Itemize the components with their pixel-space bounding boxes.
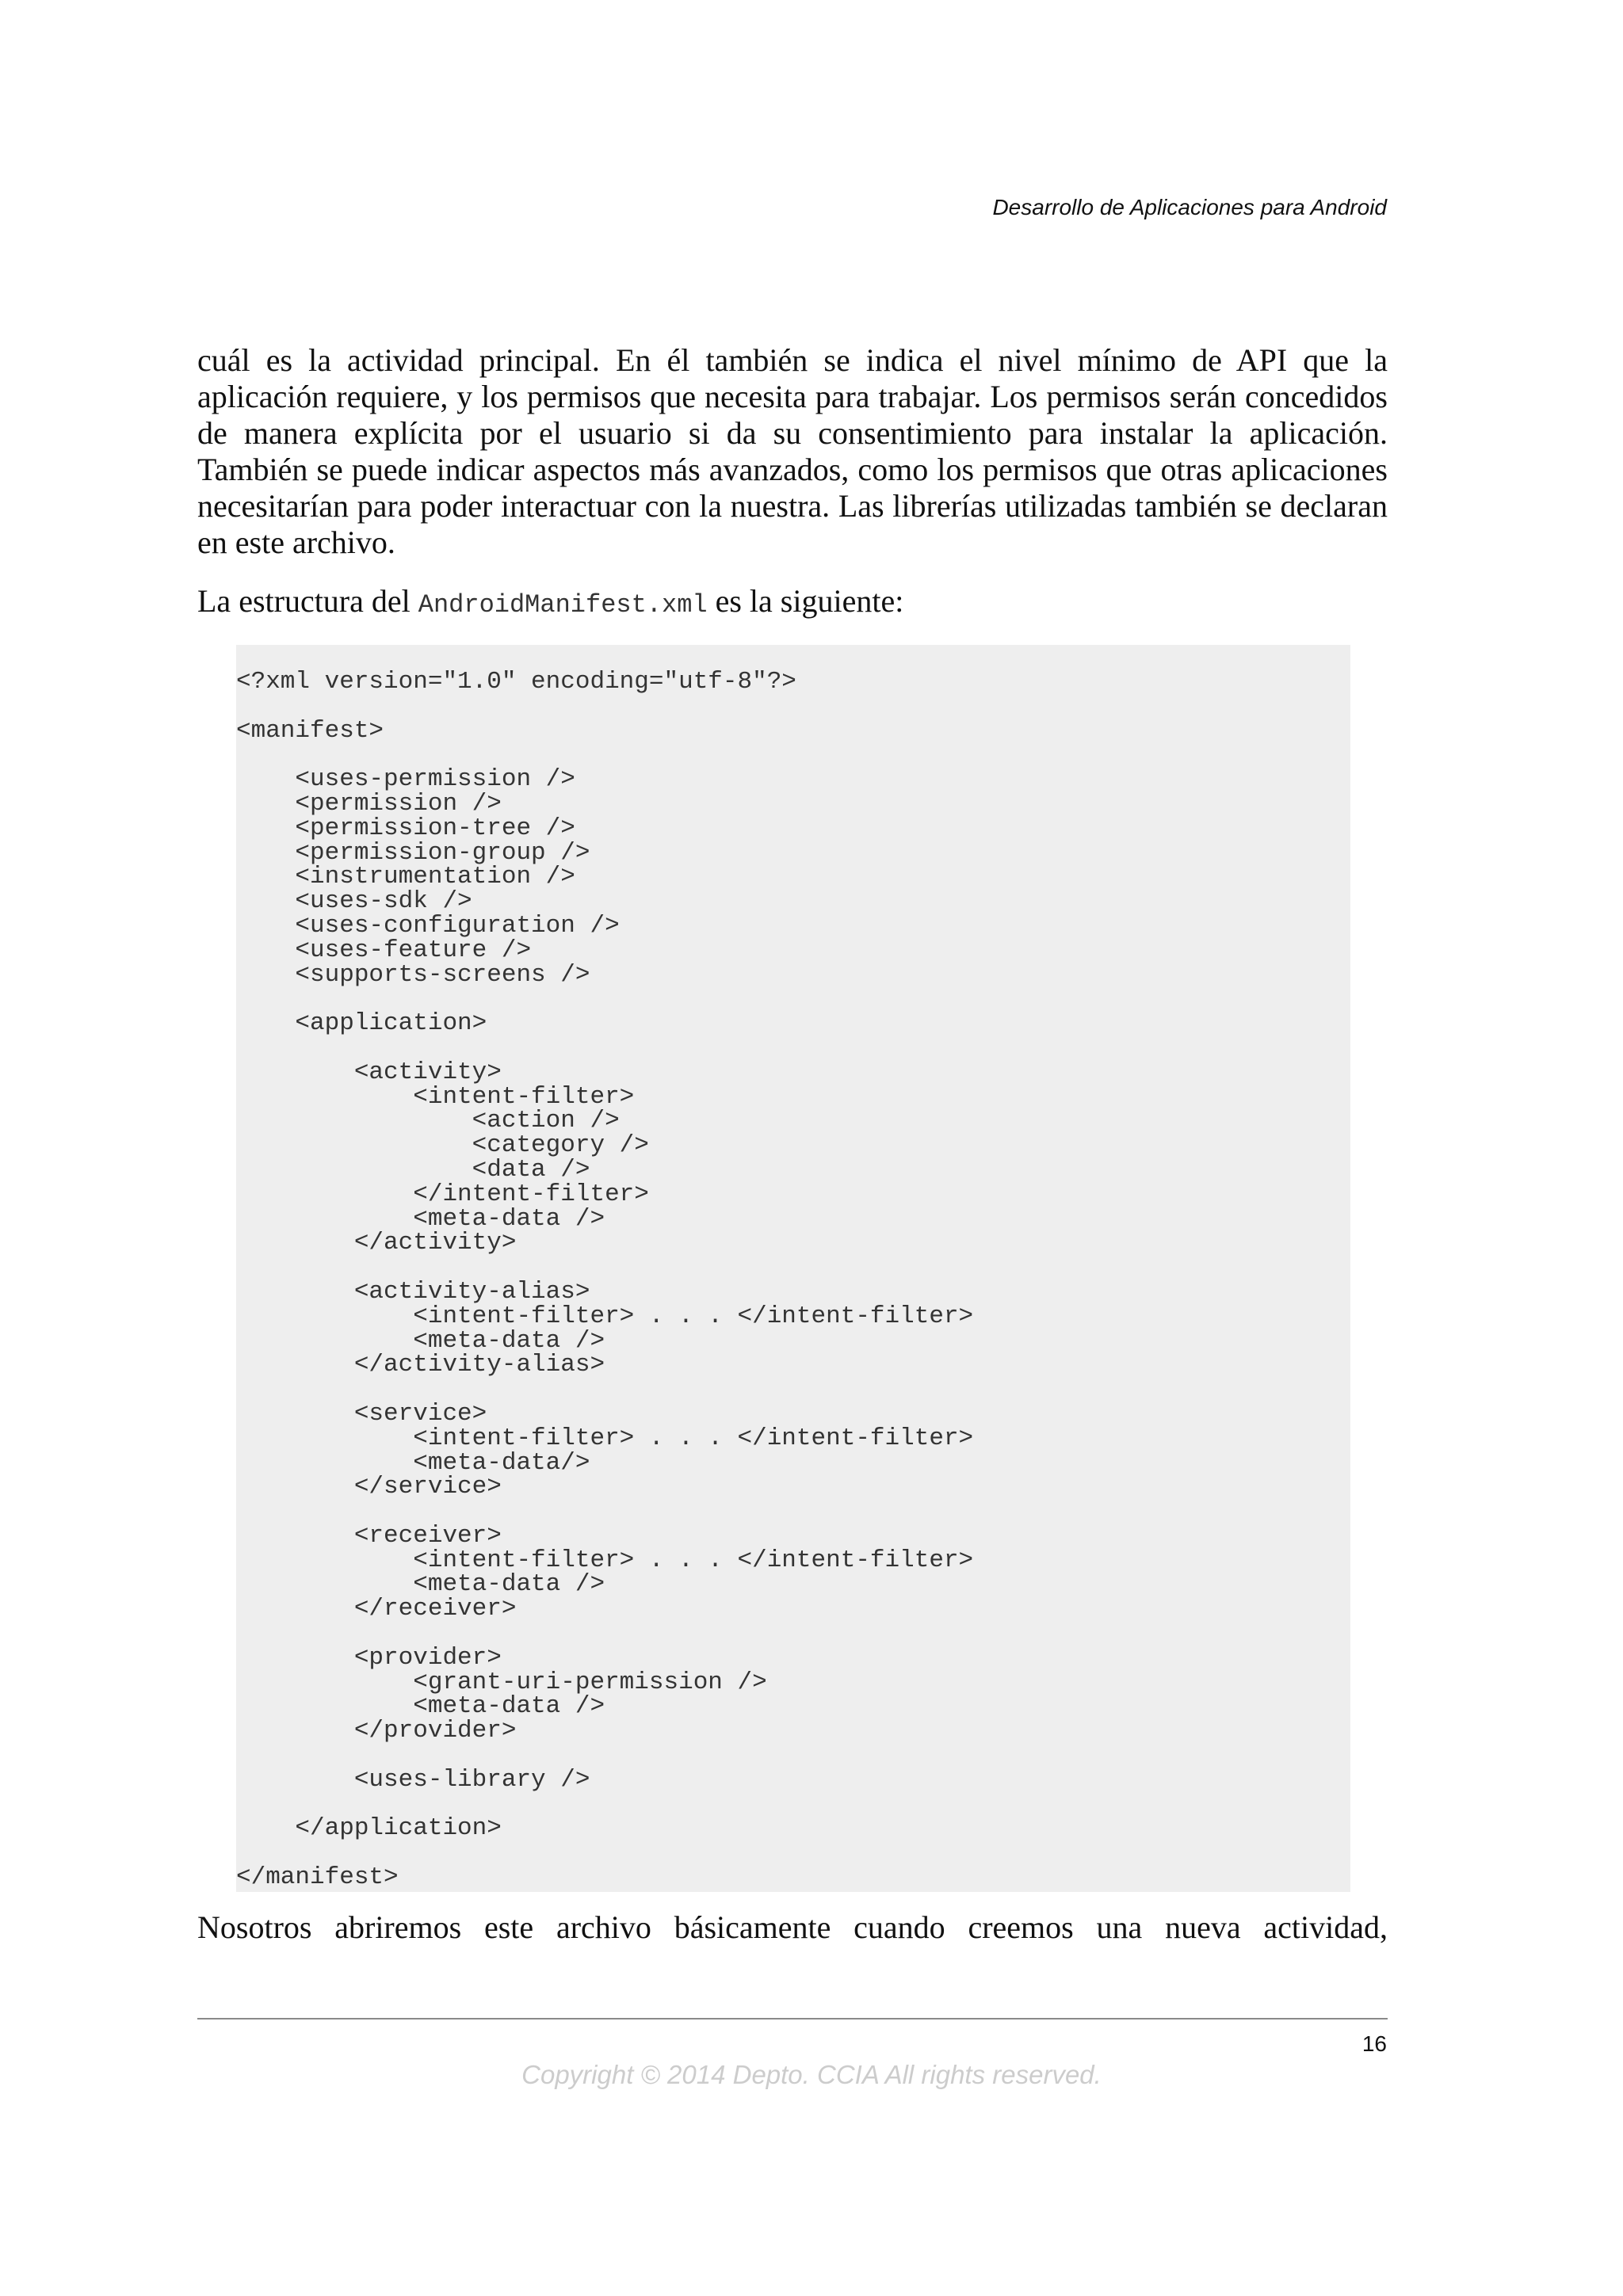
running-header: Desarrollo de Aplicaciones para Android [992, 195, 1387, 219]
intro-paragraph: cuál es la actividad principal. En él también se indica el nivel mínimo de API que la aplicación requiere, y los permisos que necesita para trabajar. Los permisos serán concedidos de manera explícita por el usuario si da su consentimiento para instalar la aplicación. También se puede indicar aspectos más avanzados, como los permisos que otras aplicaciones necesitarían para poder interactuar con la nuestra. Las librerías utilizadas también se declaran en este archivo. [197, 342, 1388, 560]
code-listing-block [236, 645, 1350, 1892]
copyright-notice: Copyright © 2014 Depto. CCIA All rights reserved. [521, 2060, 1102, 2089]
structure-paragraph [197, 583, 1388, 624]
footer-divider [197, 2018, 1388, 2019]
structure-prefix: La estructura del [197, 583, 418, 619]
after-paragraph: Nosotros abriremos este archivo básicamente cuando creemos una nueva actividad, [197, 1909, 1388, 1945]
manifest-code-listing: <?xml version="1.0" encoding="utf-8"?> <manifest> <uses-permission /> <permission /> <permission-tree /> <permission-group /> <instrumentation /> <uses-sdk /> <uses-configuration /> <uses-feature /> <supports-screens /> <application> <activity> <intent-filter> <action /> <category /> <data /> </intent-filter> <meta-data /> </activity> <activity-alias> <intent-filter> . . . </intent-filter> <meta-data /> </activity-alias> <service> <intent-filter> . . . </intent-filter> <meta-data/> </service> <receiver> <intent-filter> . . . </intent-filter> <meta-data /> </receiver> <provider> <grant-uri-permission /> <meta-data /> </provider> <uses-library /> </application> </manifest> [236, 668, 974, 1892]
manifest-filename-code: AndroidManifest.xml [418, 590, 708, 620]
structure-suffix: es la siguiente: [707, 583, 904, 619]
page-number: 16 [1361, 2031, 1387, 2056]
